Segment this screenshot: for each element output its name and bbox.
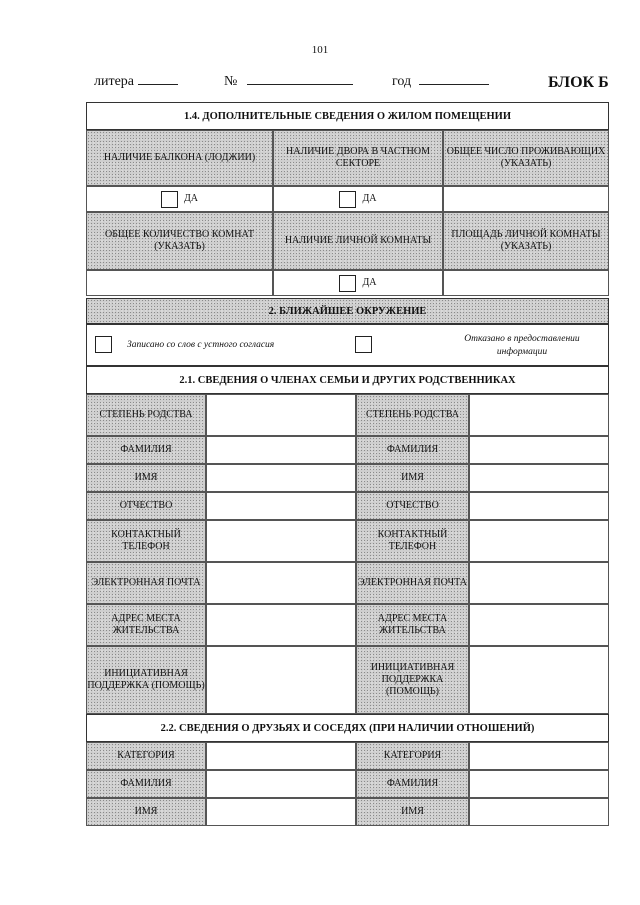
right-input[interactable]: [469, 464, 609, 492]
left-input[interactable]: [206, 492, 356, 520]
left-label: КОНТАКТНЫЙ ТЕЛЕФОН: [86, 520, 206, 562]
left-input[interactable]: [206, 436, 356, 464]
balcony-label: НАЛИЧИЕ БАЛКОНА (ЛОДЖИИ): [86, 130, 273, 186]
page-number: 101: [311, 44, 329, 56]
left-input[interactable]: [206, 604, 356, 646]
right-input[interactable]: [469, 742, 609, 770]
block-title: БЛОК Б: [548, 74, 609, 91]
left-label: ФАМИЛИЯ: [86, 436, 206, 464]
balcony-yes[interactable]: [86, 186, 273, 212]
left-label: ОТЧЕСТВО: [86, 492, 206, 520]
left-input[interactable]: [206, 646, 356, 714]
section-1-4-title: 1.4. ДОПОЛНИТЕЛЬНЫЕ СВЕДЕНИЯ О ЖИЛОМ ПОМЕЩЕНИИ: [86, 102, 609, 130]
section-2-2-title: 2.2. СВЕДЕНИЯ О ДРУЗЬЯХ И СОСЕДЯХ (ПРИ НАЛИЧИИ ОТНОШЕНИЙ): [86, 714, 609, 742]
left-input[interactable]: [206, 562, 356, 604]
right-label: ОТЧЕСТВО: [356, 492, 469, 520]
consent-label: Записано со слов с устного согласия: [127, 340, 275, 350]
consent-checkbox[interactable]: [95, 336, 112, 353]
rooms-input[interactable]: [86, 270, 273, 296]
right-label: КАТЕГОРИЯ: [356, 742, 469, 770]
right-label: СТЕПЕНЬ РОДСТВА: [356, 394, 469, 436]
number-line[interactable]: [247, 84, 353, 85]
left-input[interactable]: [206, 798, 356, 826]
balcony-checkbox[interactable]: [161, 191, 178, 208]
right-label: ИНИЦИАТИВНАЯ ПОДДЕРЖКА (ПОМОЩЬ): [356, 646, 469, 714]
year-label: год: [392, 74, 412, 89]
right-label: ЭЛЕКТРОННАЯ ПОЧТА: [356, 562, 469, 604]
right-label: ИМЯ: [356, 464, 469, 492]
left-input[interactable]: [206, 394, 356, 436]
number-field[interactable]: [224, 74, 353, 90]
residents-label: ОБЩЕЕ ЧИСЛО ПРОЖИВАЮЩИХ (УКАЗАТЬ): [443, 130, 609, 186]
own-room-yes-label: ДА: [362, 277, 377, 288]
section-2-1-title: 2.1. СВЕДЕНИЯ О ЧЛЕНАХ СЕМЬИ И ДРУГИХ РОДСТВЕННИКАХ: [86, 366, 609, 394]
year-field[interactable]: [392, 74, 489, 90]
room-area-input[interactable]: [443, 270, 609, 296]
left-label: АДРЕС МЕСТА ЖИТЕЛЬСТВА: [86, 604, 206, 646]
right-label: ФАМИЛИЯ: [356, 436, 469, 464]
consent-row: [86, 324, 609, 366]
refused-label: Отказано в предоставлении информации: [464, 334, 580, 357]
right-input[interactable]: [469, 798, 609, 826]
balcony-yes-label: ДА: [183, 193, 199, 204]
residents-input[interactable]: [443, 186, 609, 212]
rooms-label: ОБЩЕЕ КОЛИЧЕСТВО КОМНАТ (УКАЗАТЬ): [86, 212, 273, 270]
left-label: ИМЯ: [86, 464, 206, 492]
number-label: №: [224, 74, 238, 89]
right-input[interactable]: [469, 394, 609, 436]
yard-yes-label: ДА: [362, 193, 377, 204]
right-label: АДРЕС МЕСТА ЖИТЕЛЬСТВА: [356, 604, 469, 646]
left-label: ЭЛЕКТРОННАЯ ПОЧТА: [86, 562, 206, 604]
right-input[interactable]: [469, 604, 609, 646]
right-input[interactable]: [469, 770, 609, 798]
litera-label: литера: [94, 74, 135, 89]
yard-label: НАЛИЧИЕ ДВОРА В ЧАСТНОМ СЕКТОРЕ: [273, 130, 443, 186]
refused-checkbox[interactable]: [355, 336, 372, 353]
left-label: ФАМИЛИЯ: [86, 770, 206, 798]
own-room-label: НАЛИЧИЕ ЛИЧНОЙ КОМНАТЫ: [273, 212, 443, 270]
left-label: ИНИЦИАТИВНАЯ ПОДДЕРЖКА (ПОМОЩЬ): [86, 646, 206, 714]
right-label: ФАМИЛИЯ: [356, 770, 469, 798]
left-input[interactable]: [206, 520, 356, 562]
litera-field[interactable]: [94, 74, 178, 90]
right-label: КОНТАКТНЫЙ ТЕЛЕФОН: [356, 520, 469, 562]
left-input[interactable]: [206, 742, 356, 770]
yard-checkbox[interactable]: [339, 191, 356, 208]
year-line[interactable]: [419, 84, 489, 85]
room-area-label: ПЛОЩАДЬ ЛИЧНОЙ КОМНАТЫ (УКАЗАТЬ): [443, 212, 609, 270]
right-input[interactable]: [469, 492, 609, 520]
right-input[interactable]: [469, 436, 609, 464]
own-room-yes[interactable]: [273, 270, 443, 296]
right-input[interactable]: [469, 520, 609, 562]
section-2-title: 2. БЛИЖАЙШЕЕ ОКРУЖЕНИЕ: [86, 298, 609, 324]
left-label: ИМЯ: [86, 798, 206, 826]
right-input[interactable]: [469, 562, 609, 604]
left-input[interactable]: [206, 770, 356, 798]
left-label: СТЕПЕНЬ РОДСТВА: [86, 394, 206, 436]
right-input[interactable]: [469, 646, 609, 714]
yard-yes[interactable]: [273, 186, 443, 212]
left-label: КАТЕГОРИЯ: [86, 742, 206, 770]
litera-line[interactable]: [138, 84, 178, 85]
right-label: ИМЯ: [356, 798, 469, 826]
left-input[interactable]: [206, 464, 356, 492]
own-room-checkbox[interactable]: [339, 275, 356, 292]
